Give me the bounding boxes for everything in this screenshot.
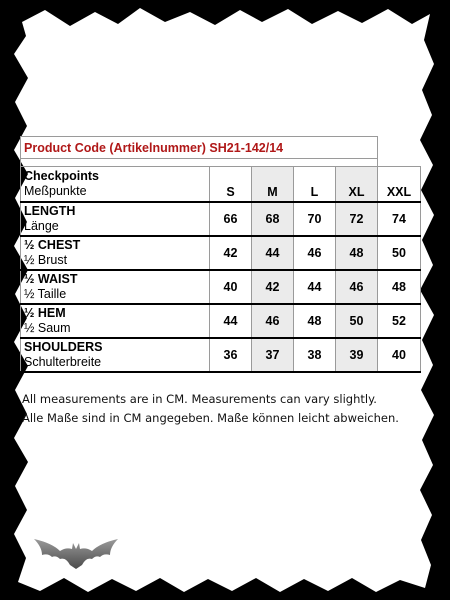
product-code: Product Code (Artikelnummer) SH21-142/14 [21, 137, 378, 159]
table-cell: 50 [336, 304, 378, 338]
table-row [21, 338, 421, 372]
table-cell: 46 [294, 236, 336, 270]
size-table [20, 136, 421, 373]
table-cell: 72 [336, 202, 378, 236]
table-cell: 70 [294, 202, 336, 236]
table-cell: 46 [336, 270, 378, 304]
table-cell: 44 [210, 304, 252, 338]
table-cell: 37 [252, 338, 294, 372]
table-cell: 36 [210, 338, 252, 372]
row-label-en: SHOULDERS [24, 340, 103, 354]
measurement-notes [22, 390, 399, 428]
product-code-row [21, 137, 421, 159]
table-cell: 42 [252, 270, 294, 304]
row-label [21, 338, 210, 372]
table-header-row [21, 167, 421, 203]
table-cell: 46 [252, 304, 294, 338]
row-label-en: ½ HEM [24, 306, 66, 320]
size-header-l: L [294, 167, 336, 203]
row-label-en: LENGTH [24, 204, 76, 218]
table-cell: 48 [378, 270, 421, 304]
table-cell: 48 [294, 304, 336, 338]
row-label-de: ½ Saum [24, 321, 71, 335]
row-label [21, 236, 210, 270]
table-cell: 40 [378, 338, 421, 372]
row-label-en: ½ CHEST [24, 238, 81, 252]
row-label-de: ½ Taille [24, 287, 67, 301]
row-label-de: Schulterbreite [24, 355, 102, 369]
table-row [21, 236, 421, 270]
table-row [21, 270, 421, 304]
bat-logo-icon [30, 535, 122, 571]
table-cell: 74 [378, 202, 421, 236]
table-cell: 44 [294, 270, 336, 304]
spacer-row [21, 159, 421, 167]
size-header-xxl: XXL [378, 167, 421, 203]
table-row [21, 202, 421, 236]
table-cell: 52 [378, 304, 421, 338]
row-label [21, 202, 210, 236]
table-cell: 66 [210, 202, 252, 236]
table-cell: 38 [294, 338, 336, 372]
row-label [21, 270, 210, 304]
size-header-m: M [252, 167, 294, 203]
table-cell: 50 [378, 236, 421, 270]
table-row [21, 304, 421, 338]
table-cell: 48 [336, 236, 378, 270]
table-cell: 39 [336, 338, 378, 372]
size-header-s: S [210, 167, 252, 203]
row-label [21, 304, 210, 338]
note-german: Alle Maße sind in CM angegeben. Maße können leicht abweichen. [22, 411, 399, 425]
checkpoints-header [21, 167, 210, 203]
size-header-xl: XL [336, 167, 378, 203]
table-cell: 68 [252, 202, 294, 236]
row-label-de: Länge [24, 219, 59, 233]
row-label-en: ½ WAIST [24, 272, 78, 286]
checkpoints-title: Checkpoints [24, 169, 100, 183]
note-english: All measurements are in CM. Measurements can vary slightly. [22, 392, 377, 406]
table-cell: 40 [210, 270, 252, 304]
table-cell: 44 [252, 236, 294, 270]
row-label-de: ½ Brust [24, 253, 68, 267]
checkpoints-title-de: Meßpunkte [24, 184, 87, 198]
table-cell: 42 [210, 236, 252, 270]
